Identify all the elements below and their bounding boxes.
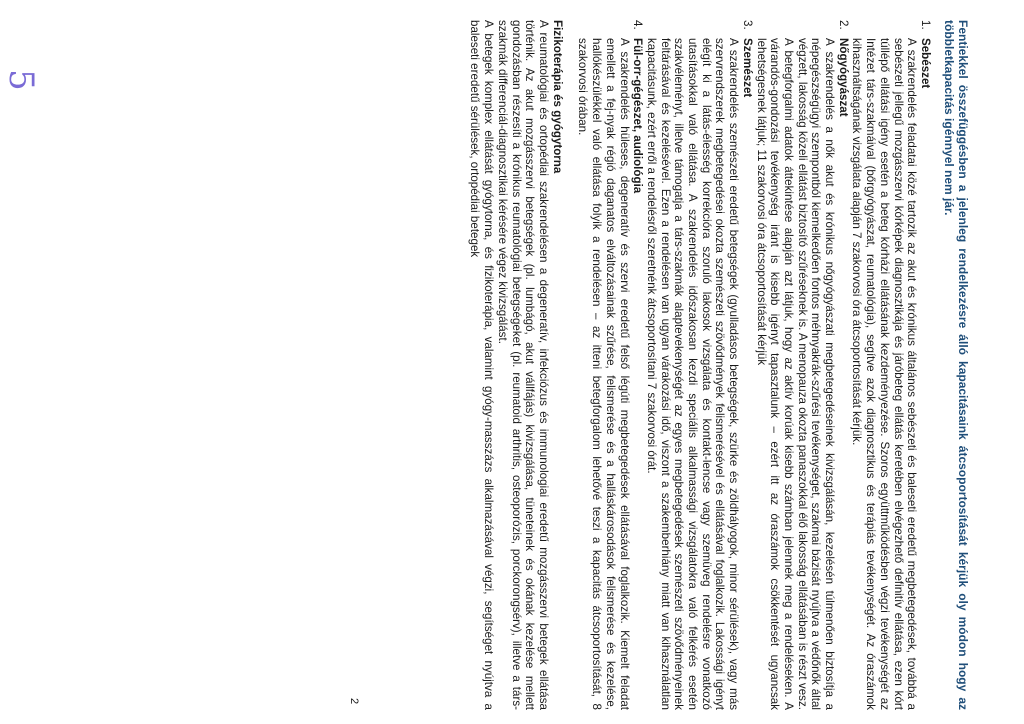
section-ful-orr-gegeszet bbox=[576, 20, 645, 710]
section-sebeszet bbox=[850, 20, 932, 710]
section-nogyogyaszat bbox=[754, 20, 850, 710]
section-title: Fül-orr-gégészet, audiológia bbox=[631, 38, 645, 194]
section-text: A szakrendelés hüleses, degeneratív és szervi eredetű felső légúti megbetegedések ellátásával foglalkozik. Kiemelt feladat emellett a fej-nyak régió daganatos elváltozásainak szűrése, felismerése és a halláskárosodások felismerése és kezelése, hallókészülékkel való ellátása folyik a rendelésen – az itteni betegforgalom lehetővé teszi a kapacitás átcsoportosítását, 8 szakorvosi órában. bbox=[576, 38, 631, 710]
section-number: 4. bbox=[631, 20, 645, 30]
section-title: Nőgyógyászat bbox=[836, 38, 850, 117]
section-number: 3. bbox=[740, 20, 754, 30]
section-title: Fizikoterápia és gyógytorna bbox=[550, 20, 564, 174]
section-fizikoterapia bbox=[468, 20, 564, 710]
section-title: Sebészet bbox=[919, 38, 932, 89]
page-number: 2 bbox=[348, 698, 360, 705]
rotated-document-page bbox=[348, 20, 970, 710]
section-title: Szemészet bbox=[740, 38, 754, 98]
section-number: 2. bbox=[836, 20, 850, 30]
handwritten-page-mark: 5 bbox=[0, 69, 41, 91]
section-text: A reumatológiai és ortopédiai szakrendelésen a degeneratív, infekciózus és immunologiai eredetű mozgásszervi betegek ellátása történik. Az akut mozgásszervi betegségek (pl. lumbágó, akut vállfájás) kivizsgálása, tüneteinek és okának kezelése mellett gondozásban részesíti a krónikus reumatológiai betegségeket (pl. reumatoid arthritis, osteoporózis, porckorongsérv), illetve a társ-szakmák differenciál-diagnosztikai kérésére végez kivizsgálást. bbox=[495, 20, 551, 710]
section-szemeszet bbox=[644, 20, 754, 710]
document-heading: Fentiekkel összefüggésben a jelenleg rendelkezésre álló kapacitásaink átcsoportosítását kérjük oly módon hogy az többletkapacitás igénnyel nem jár. bbox=[942, 20, 970, 710]
section-text: A szakrendelés a nők akut és krónikus nőgyógyászati megbetegedéseinek kivizsgálásán, kezelésén túlmenően biztosítja a népegészségügyi szempontból kiemelkedően fontos méhnyakrák-szűrési tevékenységet, szakmai bázisát nyújtva a védőnők által végzett, lakosság közeli ellátást biztosító szűréseknek is. A menopauza okozta panaszokkal élő lakosság ellátásában is részt vesz. A betegforgalmi adatok áttekintése alapján azt látjuk, hogy az aktív korúak kisebb számban jelennek meg a rendeléseken. A várandós-gondozási tevékenység iránt is kisebb igényt tapasztalunk – ezért itt az óraszámok csökkentését ugyancsak lehetségesnek látjuk; 11 szakorvosi óra átcsoportosítását kérjük bbox=[754, 38, 837, 710]
section-text: A szakrendelés szemészeti eredetű betegségek (gyulladásos betegségek, szürke és zöldhályogok, minor sérülések), vagy más szervrendszerek megbetegedései okozta szemészeti szövődmények felismerésével és ellátásával foglalkozik. Lakossági igényt elégít ki a látás-élesség korrekcióra szoruló lakosok vizsgálata és kontakt-lencse vagy szemüveg rendelésre vonatkozó utasításokkal való ellátása. A szakrendelés időszakosan kezdi speciális alkalmassági vizsgálatokra való felkérés esetén szakvéleményt, illetve támogatja a társ-szakmák alaptevekenységét az egyes megbetegedések szemészeti szövődményeinek feltárásával és kezelésével. Ezen a rendelésen van ugyan várakozási idő, viszont a szakemberhiány miatt van kihasználatlan kapacitásunk, ezért erről a rendelésről szeretnénk átcsoportosítani 7 szakorvosi órát. bbox=[644, 38, 741, 710]
section-text-continued: A betegek komplex ellátását gyógytorna, és fizikoterápia, valamint gyógy-masszázs alkalmazásával végzi, segítséget nyújtva a baleseti eredetű sérülések, ortopédiai betegek bbox=[468, 20, 496, 710]
section-text: A szakrendelés feladatai közé tartozik az akut és krónikus általános sebészeti és baleseti eredetű megbetegedések, továbbá a sebészeti jellegű mozgásszervi kórképek diagnosztikája és járóbeteg ellátás keretében elvégezhető definitív ellátása, ezen kórt túllépő ellátási igény esetén a beteg kórházi ellátásának kezdeményezése. Szoros együttműködésben végzi tevékenységét az Intézet társ-szakmáival (bőrgyógyászat, reumatológia), segítve azok diagnosztikus és terápiás tevékenységét. Az óraszámok kihasználtságának vizsgálata alapján 7 szakorvosi óra átcsoportosítását kérjük. bbox=[850, 38, 919, 710]
section-number: 1. bbox=[919, 20, 932, 30]
